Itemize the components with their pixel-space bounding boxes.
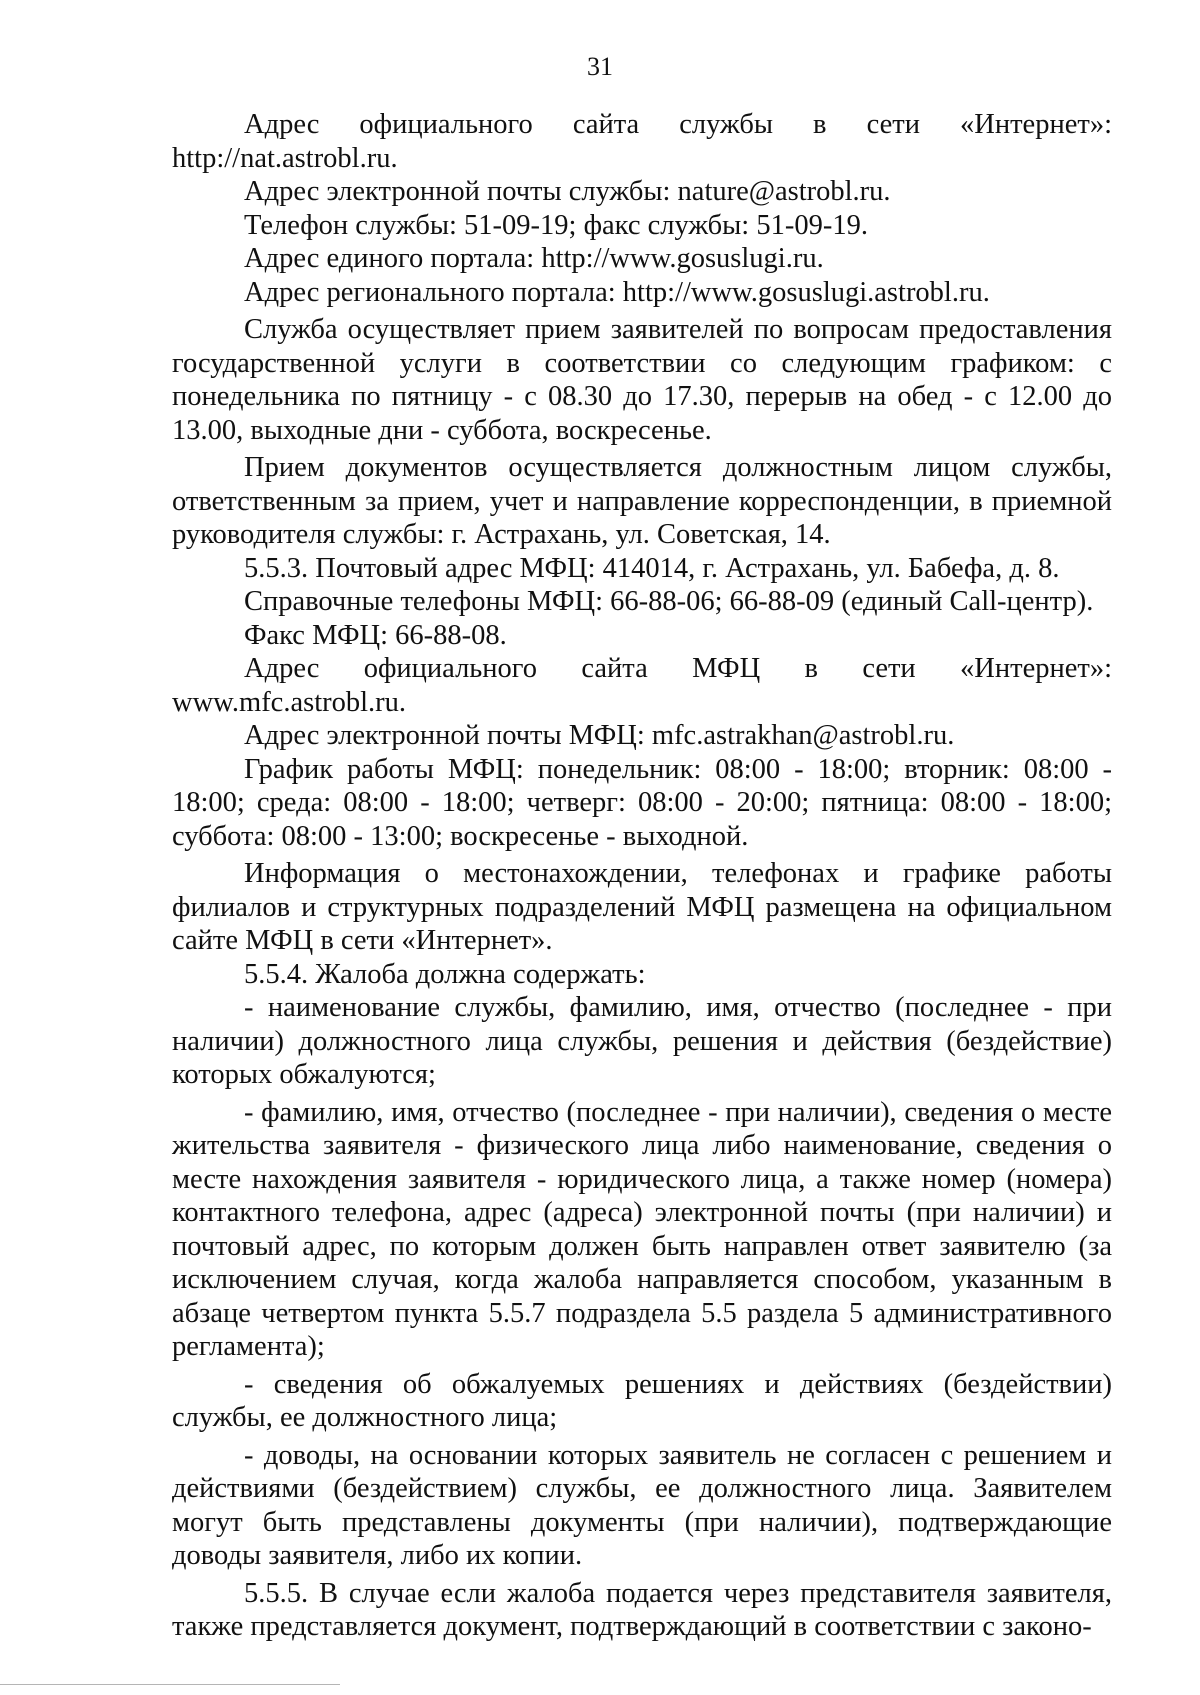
list-item-complaint-decisions: - сведения об обжалуемых решениях и действиях (бездействии) службы, ее должностного лица; (172, 1368, 1112, 1433)
paragraph-mfc-branches: Информация о местонахождении, телефонах и графике работы филиалов и структурных подразделений МФЦ размещена на официальном сайте МФЦ в сети «Интернет». (172, 858, 1112, 956)
paragraph-representative: 5.5.5. В случае если жалоба подается через представителя заявителя, также представляется документ, подтверждающий в соответствии с законо- (172, 1577, 1112, 1642)
list-item-complaint-service: - наименование службы, фамилию, имя, отчество (последнее - при наличии) должностного лица службы, решения и действия (бездействие) которых обжалуются; (172, 992, 1112, 1090)
paragraph-mfc-schedule: График работы МФЦ: понедельник: 08:00 - 18:00; вторник: 08:00 - 18:00; среда: 08:00 - 18:00; четверг: 08:00 - 20:00; пятница: 08:00 - 18:00; суббота: 08:00 - 13:00; воскресенье - выходной. (172, 753, 1112, 852)
list-item-complaint-arguments: - доводы, на основании которых заявитель не согласен с решением и действиями (бездействием) службы, ее должностного лица. Заявителем могут быть представлены документы (при наличии), подтверждающие доводы заявителя, либо их копии. (172, 1439, 1112, 1571)
paragraph-mfc-address: 5.5.3. Почтовый адрес МФЦ: 414014, г. Астрахань, ул. Бабефа, д. 8. (244, 552, 1060, 584)
list-item-complaint-applicant: - фамилию, имя, отчество (последнее - при наличии), сведения о месте жительства заявителя - физического лица либо наименование, сведения о месте нахождения заявителя - юридического лица, а также номер (номера) контактного телефона, адрес (адреса) электронной почты (при наличии) и почтовый адрес, по которым должен быть направлен ответ заявителю (за исключением случая, когда жалоба направляется способом, указанным в абзаце четвертом пункта 5.5.7 подраздела 5.5 раздела 5 административного регламента); (172, 1096, 1112, 1362)
paragraph-mfc-phones: Справочные телефоны МФЦ: 66-88-06; 66-88-09 (единый Call-центр). (244, 586, 1094, 617)
paragraph-email: Адрес электронной почты службы: nature@astrobl.ru. (244, 176, 891, 207)
page-number: 31 (587, 52, 613, 81)
paragraph-schedule: Служба осуществляет прием заявителей по вопросам предоставления государственной услуги в соответствии со следующим графиком: с понедельника по пятницу - с 08.30 до 17.30, перерыв на обед - с 12.00 до 13.00, выходные дни - суббота, воскресенье. (172, 314, 1112, 446)
paragraph-regional-portal: Адрес регионального портала: http://www.gosuslugi.astrobl.ru. (244, 276, 990, 308)
paragraph-complaint-heading: 5.5.4. Жалоба должна содержать: (244, 958, 646, 990)
paragraph-document-reception: Прием документов осуществляется должностным лицом службы, ответственным за прием, учет и направление корреспонденции, в приемной руководителя службы: г. Астрахань, ул. Советская, 14. (172, 452, 1112, 550)
document-body (172, 108, 1112, 1644)
paragraph-official-site: Адрес официального сайта службы в сети «Интернет»: http://nat.astrobl.ru. (172, 109, 1112, 174)
paragraph-mfc-email: Адрес электронной почты МФЦ: mfc.astrakhan@astrobl.ru. (244, 720, 955, 751)
scan-edge-line (0, 1684, 340, 1685)
paragraph-mfc-fax: Факс МФЦ: 66-88-08. (244, 619, 507, 651)
paragraph-unified-portal: Адрес единого портала: http://www.gosuslugi.ru. (244, 243, 824, 274)
paragraph-phone: Телефон службы: 51-09-19; факс службы: 51-09-19. (244, 209, 868, 241)
paragraph-mfc-site: Адрес официального сайта МФЦ в сети «Интернет»: www.mfc.astrobl.ru. (172, 653, 1112, 718)
